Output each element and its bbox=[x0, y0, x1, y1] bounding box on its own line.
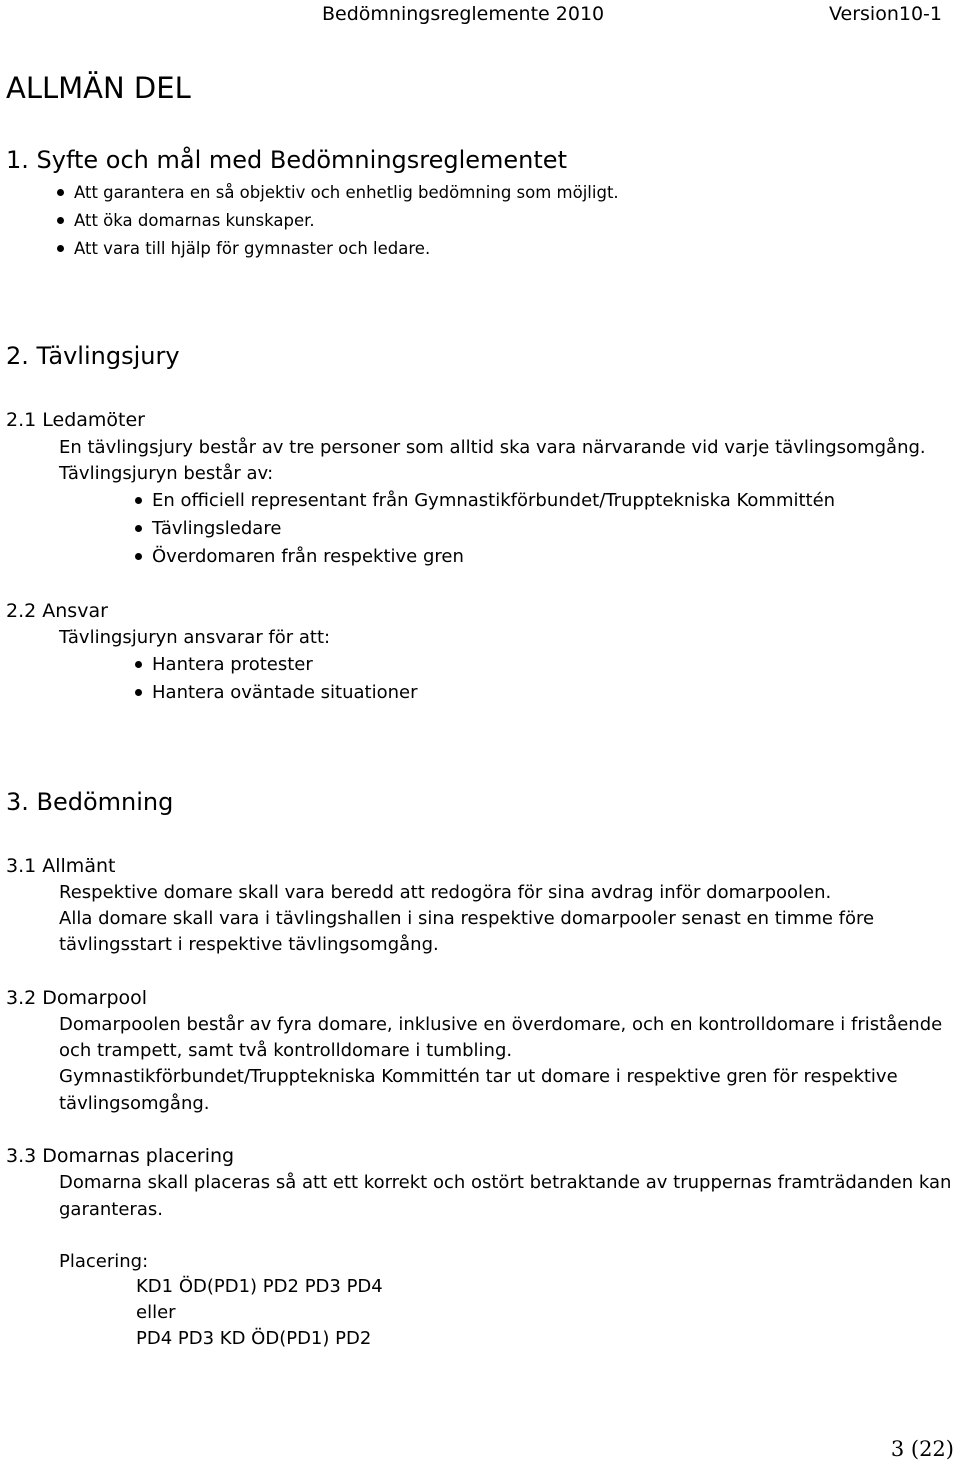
subsection-3-1-heading: 3.1 Allmänt bbox=[6, 855, 116, 877]
list-item-text: Att vara till hjälp för gymnaster och ledare. bbox=[74, 239, 431, 258]
paragraph-line: En tävlingsjury består av tre personer som alltid ska vara närvarande vid varje tävlingsomgång. bbox=[59, 437, 926, 458]
bullet-icon bbox=[135, 553, 142, 560]
list-item-text: Hantera oväntade situationer bbox=[152, 682, 418, 703]
list-item bbox=[135, 518, 281, 539]
list-item-text: Tävlingsledare bbox=[152, 518, 282, 539]
paragraph-line: Alla domare skall vara i tävlingshallen i sina respektive domarpooler senast en timme före bbox=[59, 908, 875, 929]
list-item bbox=[57, 211, 315, 230]
list-item-text: En officiell representant från Gymnastikförbundet/Trupptekniska Kommittén bbox=[152, 490, 836, 511]
list-item bbox=[135, 654, 313, 675]
paragraph-line: Domarna skall placeras så att ett korrekt och ostört betraktande av truppernas framträdanden kan bbox=[59, 1172, 952, 1193]
section-1-heading: 1. Syfte och mål med Bedömningsreglementet bbox=[6, 146, 567, 174]
paragraph-line: och trampett, samt två kontrolldomare i tumbling. bbox=[59, 1040, 513, 1061]
placering-line: KD1 ÖD(PD1) PD2 PD3 PD4 bbox=[136, 1276, 383, 1297]
list-item bbox=[135, 546, 464, 567]
paragraph-line: Tävlingsjuryn består av: bbox=[59, 463, 274, 484]
subsection-3-2-heading: 3.2 Domarpool bbox=[6, 987, 148, 1009]
subsection-3-3-heading: 3.3 Domarnas placering bbox=[6, 1145, 235, 1167]
placering-line: PD4 PD3 KD ÖD(PD1) PD2 bbox=[136, 1328, 372, 1349]
list-item bbox=[135, 490, 835, 511]
placering-line: eller bbox=[136, 1302, 176, 1323]
page-title: ALLMÄN DEL bbox=[6, 71, 191, 105]
list-item bbox=[57, 239, 430, 258]
bullet-icon bbox=[135, 661, 142, 668]
list-item-text: Överdomaren från respektive gren bbox=[152, 546, 464, 567]
bullet-icon bbox=[57, 217, 64, 224]
header-title: Bedömningsreglemente 2010 bbox=[322, 3, 605, 25]
subsection-2-2-heading: 2.2 Ansvar bbox=[6, 600, 108, 622]
bullet-icon bbox=[135, 689, 142, 696]
bullet-icon bbox=[135, 497, 142, 504]
paragraph-line: garanteras. bbox=[59, 1199, 163, 1220]
bullet-icon bbox=[57, 189, 64, 196]
bullet-icon bbox=[57, 245, 64, 252]
header-version: Version10-1 bbox=[829, 3, 942, 25]
paragraph-line: tävlingsstart i respektive tävlingsomgång. bbox=[59, 934, 439, 955]
list-item-text: Hantera protester bbox=[152, 654, 313, 675]
paragraph-line: Domarpoolen består av fyra domare, inklusive en överdomare, och en kontrolldomare i fristående bbox=[59, 1014, 943, 1035]
placering-label: Placering: bbox=[59, 1251, 149, 1272]
list-item-text: Att öka domarnas kunskaper. bbox=[74, 211, 315, 230]
paragraph-line: Gymnastikförbundet/Trupptekniska Kommittén tar ut domare i respektive gren för respektive bbox=[59, 1066, 898, 1087]
list-item bbox=[57, 183, 619, 202]
paragraph-line: Tävlingsjuryn ansvarar för att: bbox=[59, 627, 331, 648]
section-2-heading: 2. Tävlingsjury bbox=[6, 342, 180, 370]
paragraph-line: Respektive domare skall vara beredd att redogöra för sina avdrag inför domarpoolen. bbox=[59, 882, 832, 903]
list-item-text: Att garantera en så objektiv och enhetlig bedömning som möjligt. bbox=[74, 183, 619, 202]
subsection-2-1-heading: 2.1 Ledamöter bbox=[6, 409, 145, 431]
list-item bbox=[135, 682, 418, 703]
page-number: 3 (22) bbox=[890, 1437, 954, 1461]
section-3-heading: 3. Bedömning bbox=[6, 788, 174, 816]
bullet-icon bbox=[135, 525, 142, 532]
paragraph-line: tävlingsomgång. bbox=[59, 1093, 210, 1114]
